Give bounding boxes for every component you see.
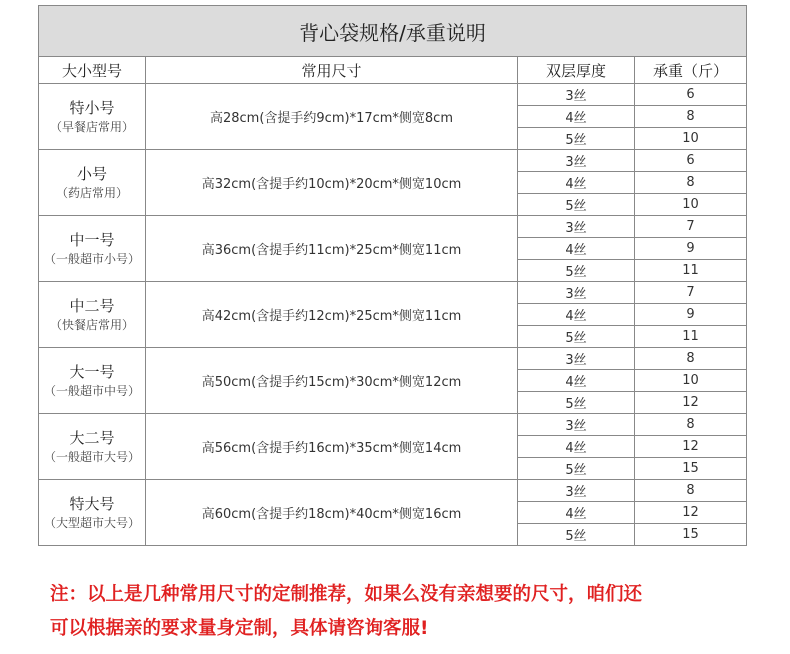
size-name: 中二号 — [69, 296, 115, 315]
size-usage: （快餐店常用） — [49, 317, 134, 332]
size-usage: （一般超市大号） — [43, 449, 140, 464]
size-cell — [39, 84, 146, 150]
thickness-cell: 3丝 — [518, 150, 635, 172]
table-row — [39, 216, 747, 238]
header-load: 承重（斤） — [635, 57, 747, 84]
load-cell: 8 — [635, 480, 747, 502]
size-cell — [39, 348, 146, 414]
header-dimensions: 常用尺寸 — [146, 57, 518, 84]
size-name: 大一号 — [69, 362, 115, 381]
load-cell: 15 — [635, 524, 747, 546]
size-usage: （一般超市中号） — [43, 383, 140, 398]
header-size: 大小型号 — [39, 57, 146, 84]
size-usage: （早餐店常用） — [49, 119, 134, 134]
thickness-cell: 4丝 — [518, 304, 635, 326]
size-name: 小号 — [76, 164, 107, 183]
table-row — [39, 282, 747, 304]
load-cell: 10 — [635, 370, 747, 392]
dimensions-cell: 高36cm(含提手约11cm)*25cm*侧宽11cm — [146, 216, 518, 282]
thickness-cell: 4丝 — [518, 502, 635, 524]
load-cell: 6 — [635, 84, 747, 106]
table-row — [39, 348, 747, 370]
size-usage: （药店常用） — [55, 185, 128, 200]
dimensions-cell: 高60cm(含提手约18cm)*40cm*侧宽16cm — [146, 480, 518, 546]
dimensions-cell: 高28cm(含提手约9cm)*17cm*侧宽8cm — [146, 84, 518, 150]
thickness-cell: 5丝 — [518, 128, 635, 150]
thickness-cell: 3丝 — [518, 282, 635, 304]
thickness-cell: 5丝 — [518, 524, 635, 546]
load-cell: 9 — [635, 304, 747, 326]
load-cell: 10 — [635, 128, 747, 150]
load-cell: 6 — [635, 150, 747, 172]
load-cell: 12 — [635, 436, 747, 458]
load-cell: 11 — [635, 260, 747, 282]
thickness-cell: 3丝 — [518, 348, 635, 370]
load-cell: 8 — [635, 414, 747, 436]
thickness-cell: 3丝 — [518, 414, 635, 436]
thickness-cell: 4丝 — [518, 172, 635, 194]
thickness-cell: 5丝 — [518, 326, 635, 348]
size-cell — [39, 150, 146, 216]
thickness-cell: 4丝 — [518, 436, 635, 458]
thickness-cell: 4丝 — [518, 370, 635, 392]
size-name: 特大号 — [69, 494, 115, 513]
table-title: 背心袋规格/承重说明 — [39, 6, 747, 57]
thickness-cell: 5丝 — [518, 392, 635, 414]
table-body — [39, 84, 747, 546]
thickness-cell: 4丝 — [518, 106, 635, 128]
size-cell — [39, 216, 146, 282]
thickness-cell: 5丝 — [518, 458, 635, 480]
title-row — [39, 6, 747, 57]
thickness-cell: 5丝 — [518, 260, 635, 282]
table-row — [39, 414, 747, 436]
load-cell: 8 — [635, 106, 747, 128]
header-thickness: 双层厚度 — [518, 57, 635, 84]
dimensions-cell: 高42cm(含提手约12cm)*25cm*侧宽11cm — [146, 282, 518, 348]
size-name: 中一号 — [69, 230, 115, 249]
load-cell: 8 — [635, 172, 747, 194]
load-cell: 12 — [635, 502, 747, 524]
table-row — [39, 480, 747, 502]
thickness-cell: 3丝 — [518, 216, 635, 238]
note-line-1: 注：以上是几种常用尺寸的定制推荐，如果么没有亲想要的尺寸，咱们还 — [50, 584, 643, 605]
thickness-cell: 3丝 — [518, 84, 635, 106]
load-cell: 10 — [635, 194, 747, 216]
load-cell: 7 — [635, 282, 747, 304]
size-usage: （大型超市大号） — [43, 515, 140, 530]
size-cell — [39, 282, 146, 348]
table-row — [39, 150, 747, 172]
load-cell: 8 — [635, 348, 747, 370]
size-cell — [39, 414, 146, 480]
spec-table — [38, 5, 747, 546]
load-cell: 11 — [635, 326, 747, 348]
custom-size-note — [50, 578, 770, 646]
dimensions-cell: 高32cm(含提手约10cm)*20cm*侧宽10cm — [146, 150, 518, 216]
load-cell: 15 — [635, 458, 747, 480]
size-usage: （一般超市小号） — [43, 251, 140, 266]
dimensions-cell: 高56cm(含提手约16cm)*35cm*侧宽14cm — [146, 414, 518, 480]
note-line-2: 可以根据亲的要求量身定制，具体请咨询客服! — [50, 618, 429, 639]
size-name: 大二号 — [69, 428, 115, 447]
table-row — [39, 84, 747, 106]
dimensions-cell: 高50cm(含提手约15cm)*30cm*侧宽12cm — [146, 348, 518, 414]
thickness-cell: 3丝 — [518, 480, 635, 502]
header-row — [39, 57, 747, 84]
thickness-cell: 5丝 — [518, 194, 635, 216]
load-cell: 7 — [635, 216, 747, 238]
thickness-cell: 4丝 — [518, 238, 635, 260]
load-cell: 12 — [635, 392, 747, 414]
load-cell: 9 — [635, 238, 747, 260]
size-cell — [39, 480, 146, 546]
size-name: 特小号 — [69, 98, 115, 117]
